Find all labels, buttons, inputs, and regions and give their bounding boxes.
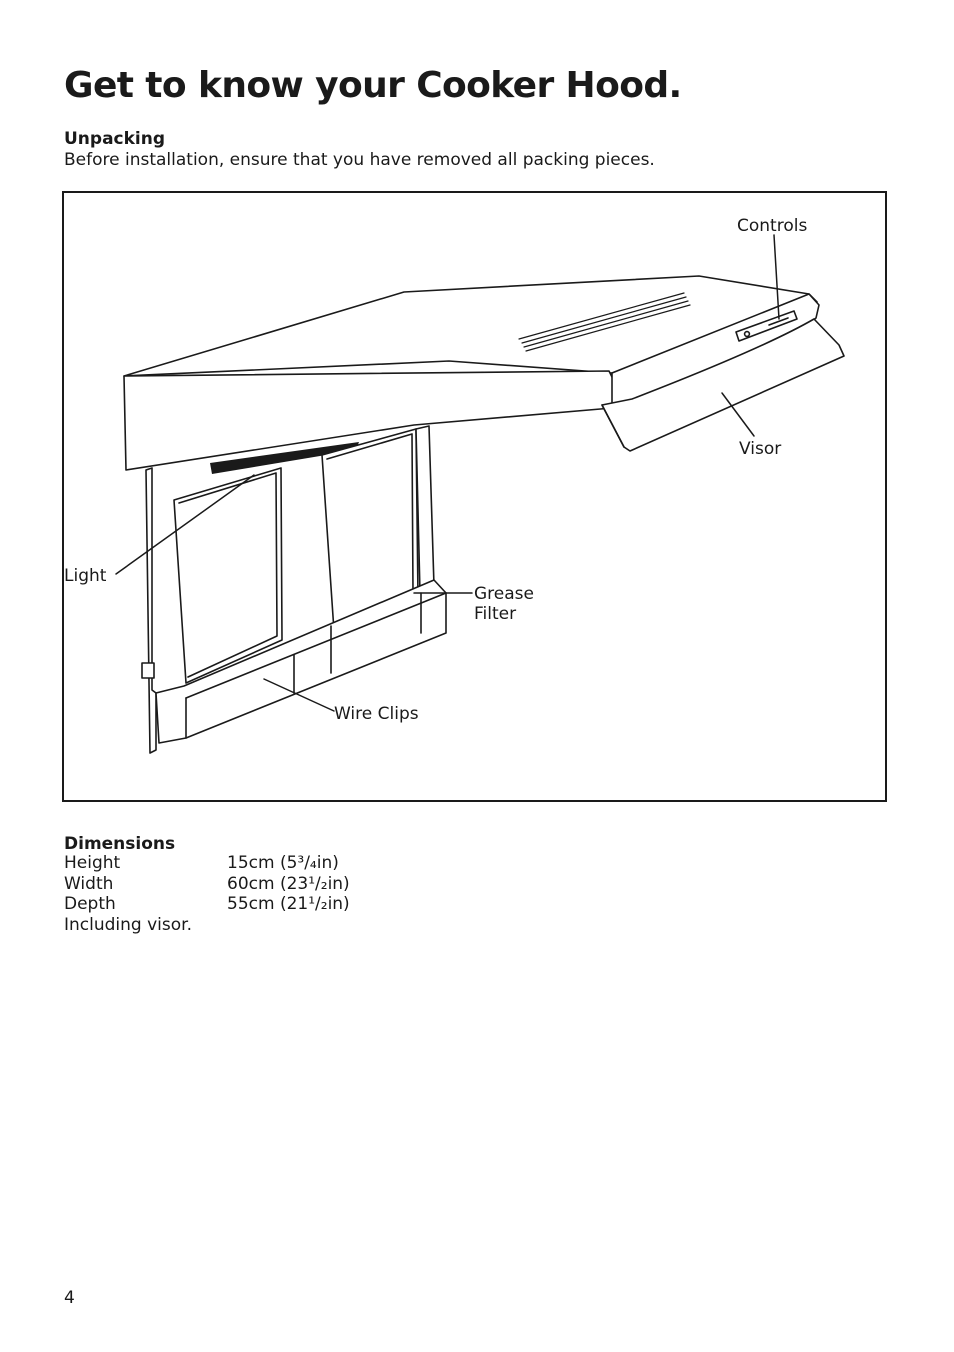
unpacking-heading: Unpacking bbox=[64, 129, 166, 149]
dimension-label: Depth bbox=[64, 894, 116, 914]
grease-filter-label-line1: Grease bbox=[474, 584, 534, 604]
dimension-row-depth bbox=[64, 894, 350, 915]
dimensions-note: Including visor. bbox=[64, 914, 192, 935]
light-label: Light bbox=[64, 566, 107, 586]
dimension-row-width bbox=[64, 874, 350, 895]
unpacking-text: Before installation, ensure that you have removed all packing pieces. bbox=[64, 150, 655, 170]
dimensions-table bbox=[64, 853, 350, 935]
dimension-value: 55cm (21¹/₂in) bbox=[227, 894, 350, 914]
wire-clips-label: Wire Clips bbox=[334, 704, 419, 724]
page-title: Get to know your Cooker Hood. bbox=[64, 65, 682, 106]
rear-panel bbox=[416, 426, 434, 593]
dimension-value: 60cm (23¹/₂in) bbox=[227, 873, 350, 894]
dimension-label: Height bbox=[64, 853, 121, 873]
dimension-row-height bbox=[64, 853, 350, 874]
visor-label: Visor bbox=[739, 439, 782, 459]
cooker-hood-diagram bbox=[62, 191, 887, 802]
dimension-value: 15cm (5³/₄in) bbox=[227, 853, 339, 873]
controls-label: Controls bbox=[737, 216, 808, 236]
page-number: 4 bbox=[64, 1288, 75, 1308]
cooker-hood-illustration bbox=[64, 193, 885, 800]
hood-left-panel bbox=[146, 468, 156, 753]
dimensions-heading: Dimensions bbox=[64, 834, 176, 854]
dimension-label: Width bbox=[64, 873, 114, 894]
grease-filter-label-line2: Filter bbox=[474, 604, 517, 624]
side-tab bbox=[142, 663, 154, 678]
